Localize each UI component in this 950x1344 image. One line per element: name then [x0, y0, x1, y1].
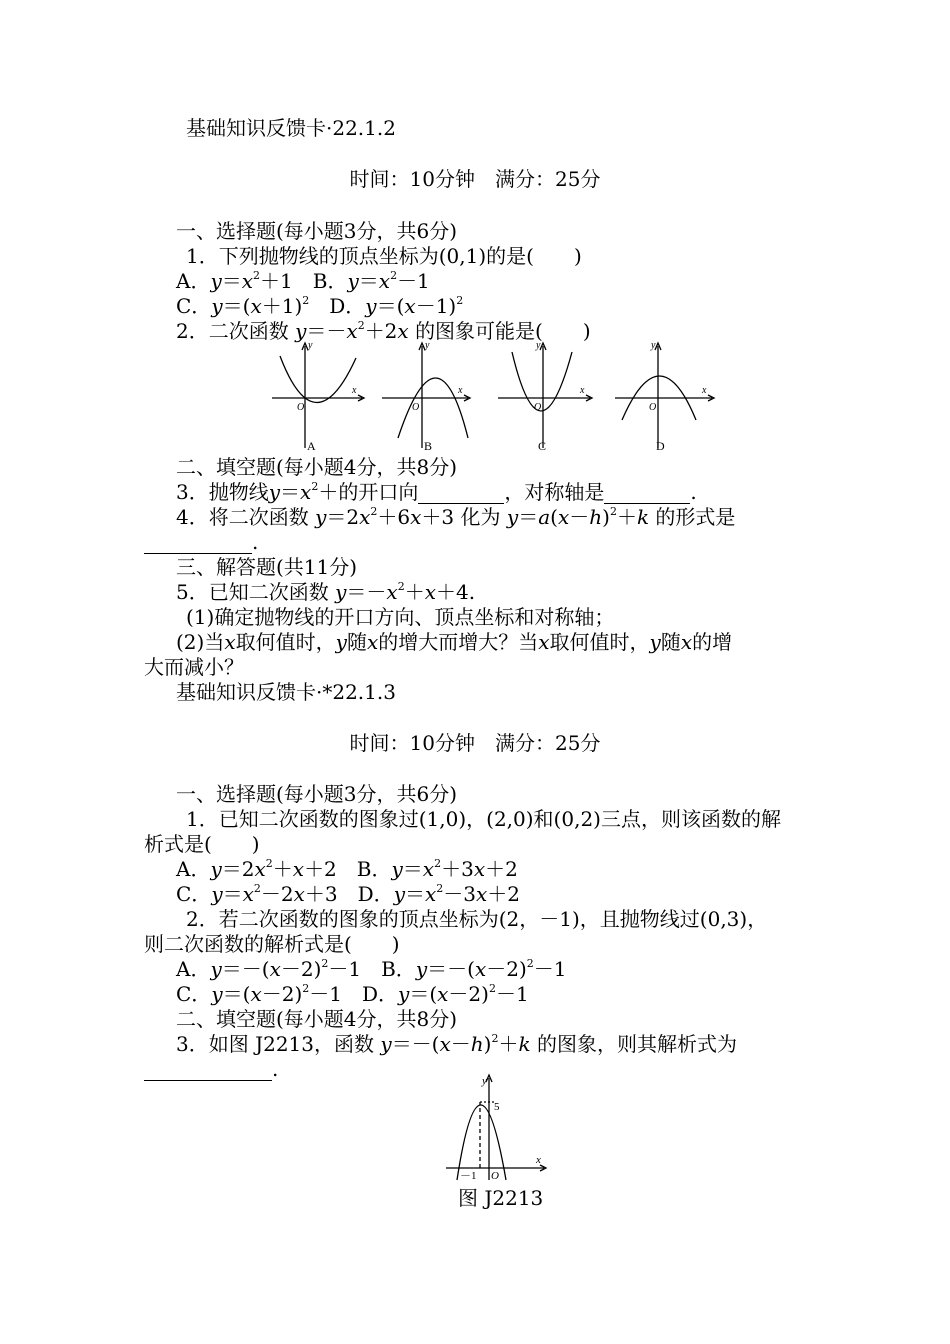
card2-q1-cont: 析式是( ) [144, 832, 260, 856]
svg-text:x: x [352, 385, 357, 396]
figure-label-5: 5 [494, 1101, 500, 1113]
card1-title: 基础知识反馈卡·22.1.2 [186, 116, 396, 140]
card1-q5-part2: (2)当x取何值时，y随x的增大而增大？当x取何值时，y随x的增 [176, 630, 733, 654]
figure-label-x: x [536, 1154, 541, 1166]
card2-section2-heading: 二、填空题(每小题4分，共8分) [176, 1007, 458, 1031]
card2-q2-options-cd: C．$y=(x-2)^2-1$ D．$y=(x-2)^2-1$ [176, 982, 529, 1006]
card2-q1-options-ab: A．$y=2x^2+x+2$ B．$y=x^2+3x+2$ [176, 857, 518, 881]
figure-label-neg1: －1 [460, 1170, 477, 1182]
graph-label-b: B [424, 439, 433, 453]
parabola-curve [457, 1105, 506, 1180]
graph-label-c: C [538, 439, 547, 453]
card1-q1-options-cd: C．$y=(x+1)^2$ D．$y=(x-1)^2$ [176, 294, 464, 318]
svg-text:O: O [297, 402, 305, 413]
card2-section1-heading: 一、选择题(每小题3分，共6分) [176, 782, 458, 806]
card1-section1-heading: 一、选择题(每小题3分，共6分) [176, 219, 458, 243]
graph-c [498, 343, 592, 448]
figure-label-origin: O [491, 1170, 499, 1182]
q3-blank-direction[interactable] [418, 485, 504, 504]
figure-j2213 [440, 1072, 555, 1184]
figure-label-y: y [482, 1075, 487, 1087]
card1-time-info: 时间：10分钟 满分：25分 [349, 167, 601, 191]
card2-q3: 3．如图 J2213，函数 $y=-(x-h)^2+k$ 的图象，则其解析式为 [176, 1032, 737, 1056]
graph-label-a: A [307, 439, 316, 453]
graph-a [272, 343, 364, 448]
card1-q2-graphs [260, 338, 730, 456]
card1-q4-answer-line: . [144, 530, 258, 554]
card1-q1-options-ab: A．$y=x^2+1$ B．$y=x^2-1$ [176, 269, 430, 293]
svg-text:O: O [534, 402, 542, 413]
svg-text:x: x [458, 385, 463, 396]
card1-q5-part2-cont: 大而减小？ [144, 655, 244, 679]
q3-blank-axis[interactable] [604, 485, 690, 504]
q4-blank[interactable] [144, 535, 252, 554]
card2-q3-blank[interactable] [144, 1062, 272, 1081]
svg-text:y: y [308, 340, 313, 351]
card2-q2-cont: 则二次函数的解析式是( ) [144, 932, 400, 956]
card1-q3: 3．抛物线$y=x^2+$的开口向 ，对称轴是 . [176, 480, 697, 504]
card2-q2: 2．若二次函数的图象的顶点坐标为(2，－1)，且抛物线过(0,3)， [186, 907, 768, 931]
card1-q1: 1．下列抛物线的顶点坐标为(0,1)的是( ) [186, 244, 582, 268]
svg-text:y: y [651, 340, 656, 351]
card2-q1: 1．已知二次函数的图象过(1,0)，(2,0)和(0,2)三点，则该函数的解 [186, 807, 781, 831]
card1-q2: 2．二次函数 $y=-x^2+2x$ 的图象可能是( ) [176, 319, 591, 343]
svg-text:O: O [412, 402, 420, 413]
svg-text:x: x [580, 385, 585, 396]
svg-text:O: O [649, 402, 657, 413]
graph-d [615, 343, 714, 448]
graph-label-d: D [656, 439, 665, 453]
card1-section2-heading: 二、填空题(每小题4分，共8分) [176, 455, 458, 479]
card1-q5: 5．已知二次函数 $y=-x^2+x+4$. [176, 580, 476, 604]
card1-section3-heading: 三、解答题(共11分) [176, 555, 358, 579]
figure-caption: 图 J2213 [458, 1186, 544, 1210]
svg-text:y: y [425, 340, 430, 351]
card2-q3-answer-line: . [144, 1057, 278, 1081]
svg-text:x: x [702, 385, 707, 396]
card1-q5-part1: (1)确定抛物线的开口方向、顶点坐标和对称轴； [186, 605, 615, 629]
card2-q1-options-cd: C．$y=x^2-2x+3$ D．$y=x^2-3x+2$ [176, 882, 521, 906]
svg-text:y: y [536, 340, 541, 351]
card2-time-info: 时间：10分钟 满分：25分 [349, 731, 601, 755]
card1-q4: 4．将二次函数 $y=2x^2+6x+3$ 化为 $y=a(x-h)^2+k$ 的形式是 [176, 505, 736, 529]
card2-q2-options-ab: A．$y=-(x-2)^2-1$ B．$y=-(x-2)^2-1$ [176, 957, 567, 981]
graph-b [382, 343, 470, 448]
card2-title: 基础知识反馈卡·*22.1.3 [176, 680, 396, 704]
